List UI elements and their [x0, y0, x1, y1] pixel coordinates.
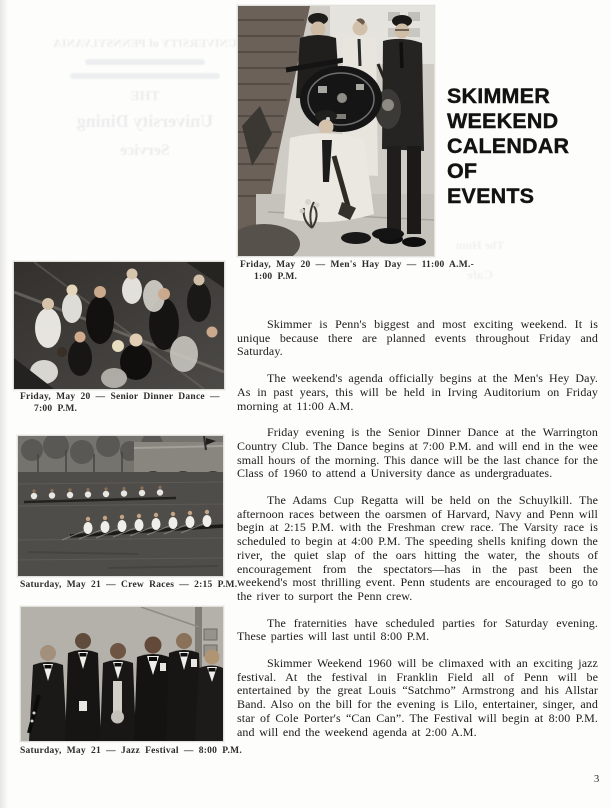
caption-jazz-festival	[20, 746, 242, 758]
title-line: CALENDAR	[447, 134, 570, 158]
title-line: SKIMMER	[447, 84, 550, 108]
bleedthrough-line: THE	[130, 89, 160, 104]
article-body	[237, 318, 598, 752]
body-paragraph: The weekend's agenda officially begins at the Men's Hey Day. As in past years, this will be held in Irving Auditorium on Friday morning at 11:00 A.M.	[237, 371, 598, 413]
caption-line: Saturday, May 21 — Jazz Festival — 8:00 P.M.	[20, 746, 242, 756]
caption-mens-hay-day	[240, 260, 474, 283]
caption-crew-races	[20, 580, 237, 592]
caption-line: Friday, May 20 — Men's Hay Day — 11:00 A.M.-	[240, 260, 475, 270]
bleedthrough-line: Service	[120, 142, 170, 159]
body-paragraph: Friday evening is the Senior Dinner Dance at the Warrington Country Club. The Dance begins at 7:00 P.M. and will end in the wee small hours of the morning. This dance will be the last chance for the Class of 1960 to attend a University dance as undergraduates.	[237, 425, 598, 481]
photo-senior-dinner-dance	[13, 261, 225, 390]
bleedthrough-line: The Hum	[455, 238, 505, 252]
photo-mens-hay-day	[237, 5, 435, 257]
caption-line: Saturday, May 21 — Crew Races — 2:15 P.M.	[20, 580, 238, 590]
bleedthrough-blur-line	[70, 73, 220, 79]
bleedthrough-line: UNIVERSITY of PENNSYLVANIA	[53, 36, 237, 50]
photo-crew-races	[17, 435, 224, 577]
caption-line: 7:00 P.M.	[34, 403, 78, 414]
title-line: OF	[447, 159, 478, 183]
title-line: EVENTS	[447, 184, 535, 208]
bleedthrough-left	[45, 36, 245, 160]
bleedthrough-line: University Dining	[76, 111, 214, 131]
bleedthrough-blur-line	[85, 59, 205, 65]
photo-jazz-festival	[20, 606, 224, 742]
page-title	[447, 84, 569, 209]
body-paragraph: Skimmer Weekend 1960 will be climaxed with an exciting jazz festival. At the festival in Franklin Field all of Penn will be entertained by the great Louis “Satchmo” Armstrong and his Allstar Band. Also on the bill for the evening is Lilo, entertainer, singer, and star of Cole Porter's “Can Can”. The Festival will begin at 8:00 P.M. and will end the weekend agenda at 2:00 A.M.	[237, 656, 598, 739]
page-number: 3	[594, 774, 600, 785]
bleedthrough-line: Cafe	[467, 267, 493, 282]
scan-edge-shadow	[0, 0, 8, 808]
caption-line: 1:00 P.M.	[254, 271, 298, 282]
caption-line: Friday, May 20 — Senior Dinner Dance —	[20, 392, 220, 402]
caption-senior-dinner-dance	[20, 392, 220, 415]
body-paragraph: The Adams Cup Regatta will be held on the Schuylkill. The afternoon races between the oarsmen of Harvard, Navy and Penn will begin at 2:15 P.M. with the Freshman crew race. The Varsity race is scheduled to begin at 4:00 P.M. The speeding shells knifing down the river, the quiet slap of the oars hitting the water, the shouts of encouragement from the spectators—has in the past been the weekend's most thrilling event. Penn students are encouraged to go to the river to surport the Penn crew.	[237, 493, 598, 603]
body-paragraph: The fraternities have scheduled parties for Saturday evening. These parties will last until 8:00 P.M.	[237, 615, 598, 644]
body-paragraph: Skimmer is Penn's biggest and most exciting weekend. It is unique because there are planned events throughout Friday and Saturday.	[237, 317, 598, 359]
title-line: WEEKEND	[447, 109, 559, 133]
